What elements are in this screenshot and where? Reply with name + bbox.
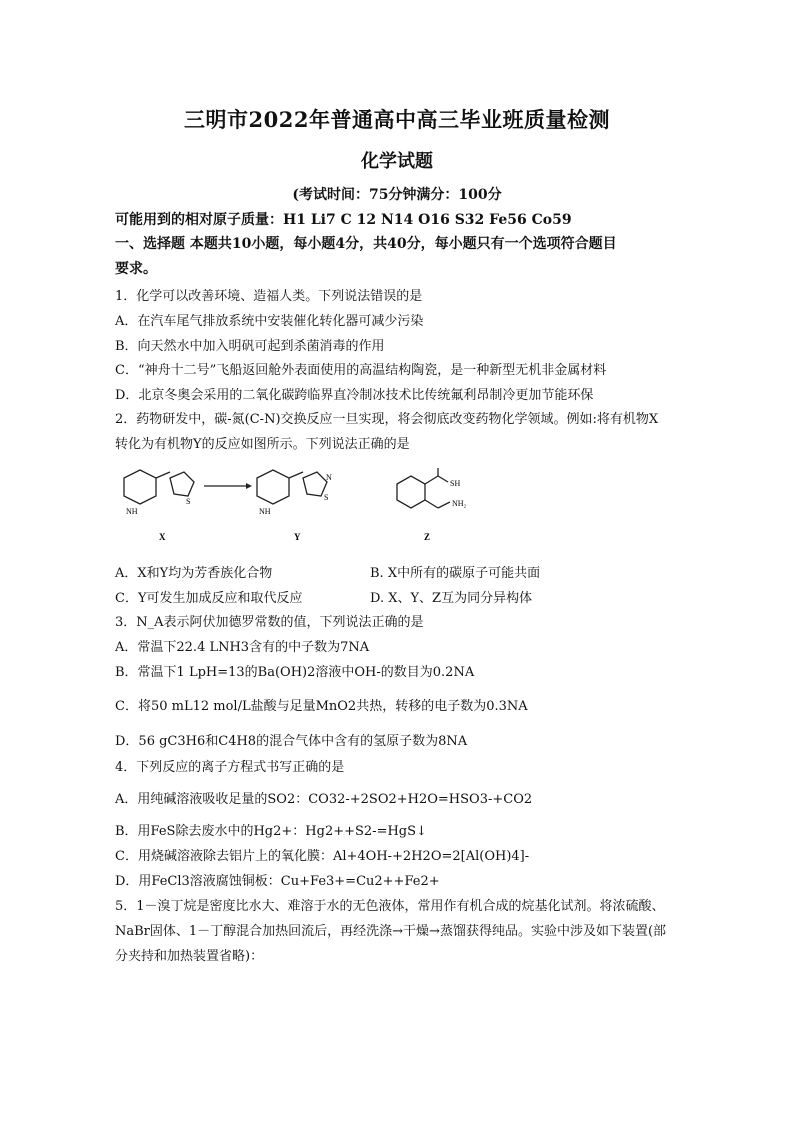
q2-option-b: B. X中所有的碳原子可能共面	[370, 566, 541, 581]
q5-line2: NaBr固体、1－丁醇混合加热回流后，再经洗涤→干燥→蒸馏获得纯品。实验中涉及如下装置(部	[115, 924, 667, 939]
q2-option-c: C．Y可发生加成反应和取代反应	[115, 591, 303, 606]
molecule-z	[397, 468, 450, 508]
y-n-label: N	[326, 473, 332, 482]
exam-title: 三明市2022年普通高中高三毕业班质量检测	[184, 107, 610, 132]
subject-title: 化学试题	[361, 151, 433, 172]
reaction-arrow	[204, 483, 252, 489]
q4-stem: 4．下列反应的离子方程式书写正确的是	[115, 760, 345, 775]
reaction-diagram	[112, 468, 512, 548]
q5-line3: 分夹持和加热装置省略)：	[115, 949, 264, 964]
x-nh-label: NH	[126, 507, 138, 516]
q3-stem: 3．N_A表示阿伏加德罗常数的值，下列说法正确的是	[115, 615, 424, 630]
y-nh-label: NH	[259, 507, 271, 516]
q1-option-c: C．“神舟十二号”飞船返回舱外表面使用的高温结构陶瓷，是一种新型无机非金属材料	[115, 363, 607, 378]
q1-option-a: A．在汽车尾气排放系统中安装催化转化器可减少污染	[115, 314, 424, 329]
molecule-y	[257, 470, 327, 504]
q4-option-b: B．用FeS除去废水中的Hg2+：Hg2++S2-=HgS↓	[115, 824, 427, 839]
q4-option-a: A．用纯碱溶液吸收足量的SO2：CO32-+2SO2+H2O=HSO3-+CO2	[115, 792, 533, 807]
q3-option-a: A．常温下22.4 LNH3含有的中子数为7NA	[115, 640, 370, 655]
q5-line1: 5．1－溴丁烷是密度比水大、难溶于水的无色液体，常用作有机合成的烷基化试剂。将浓硫酸、	[115, 899, 665, 914]
q1-option-b: B．向天然水中加入明矾可起到杀菌消毒的作用	[115, 339, 385, 354]
label-x: X	[159, 532, 166, 542]
label-z: Z	[424, 532, 431, 542]
label-y: Y	[294, 532, 301, 542]
x-s-label: S	[186, 497, 191, 506]
section-heading-line1: 一、选择题 本题共10小题，每小题4分，共40分，每小题只有一个选项符合题目	[115, 236, 617, 252]
z-nh2-label: NH₂	[452, 499, 467, 508]
z-sh-label: SH	[450, 479, 461, 488]
q2-option-d: D. X、Y、Z互为同分异构体	[370, 591, 533, 606]
reaction-svg	[112, 468, 512, 548]
y-s-label: S	[324, 493, 329, 502]
exam-info: (考试时间：75分钟满分：100分	[292, 187, 502, 203]
q2-stem-line1: 2．药物研发中，碳-氮(C-N)交换反应一旦实现，将会彻底改变药物化学领域。例如:将有机物X	[115, 412, 659, 427]
q3-option-b: B．常温下1 LpH=13的Ba(OH)2溶液中OH-的数目为0.2NA	[115, 665, 475, 680]
q3-option-c: C．将50 mL12 mol/L盐酸与足量MnO2共热，转移的电子数为0.3NA	[115, 699, 528, 714]
molecule-x	[124, 470, 194, 504]
q2-option-a: A．X和Y均为芳香族化合物	[115, 566, 273, 581]
q2-stem-line2: 转化为有机物Y的反应如图所示。下列说法正确的是	[115, 437, 410, 452]
atomic-masses: 可能用到的相对原子质量：H1 Li7 C 12 N14 O16 S32 Fe56 Co59	[115, 212, 572, 228]
q3-option-d: D．56 gC3H6和C4H8的混合气体中含有的氢原子数为8NA	[115, 734, 468, 749]
q1-option-d: D．北京冬奥会采用的二氧化碳跨临界直冷制冰技术比传统氟利昂制冷更加节能环保	[115, 388, 594, 403]
q4-option-d: D．用FeCl3溶液腐蚀铜板：Cu+Fe3+=Cu2++Fe2+	[115, 874, 440, 889]
q1-stem: 1．化学可以改善环境、造福人类。下列说法错误的是	[115, 289, 423, 304]
q4-option-c: C．用烧碱溶液除去铝片上的氧化膜：Al+4OH-+2H2O=2[Al(OH)4]-	[115, 849, 530, 864]
section-heading-line2: 要求。	[115, 261, 157, 277]
